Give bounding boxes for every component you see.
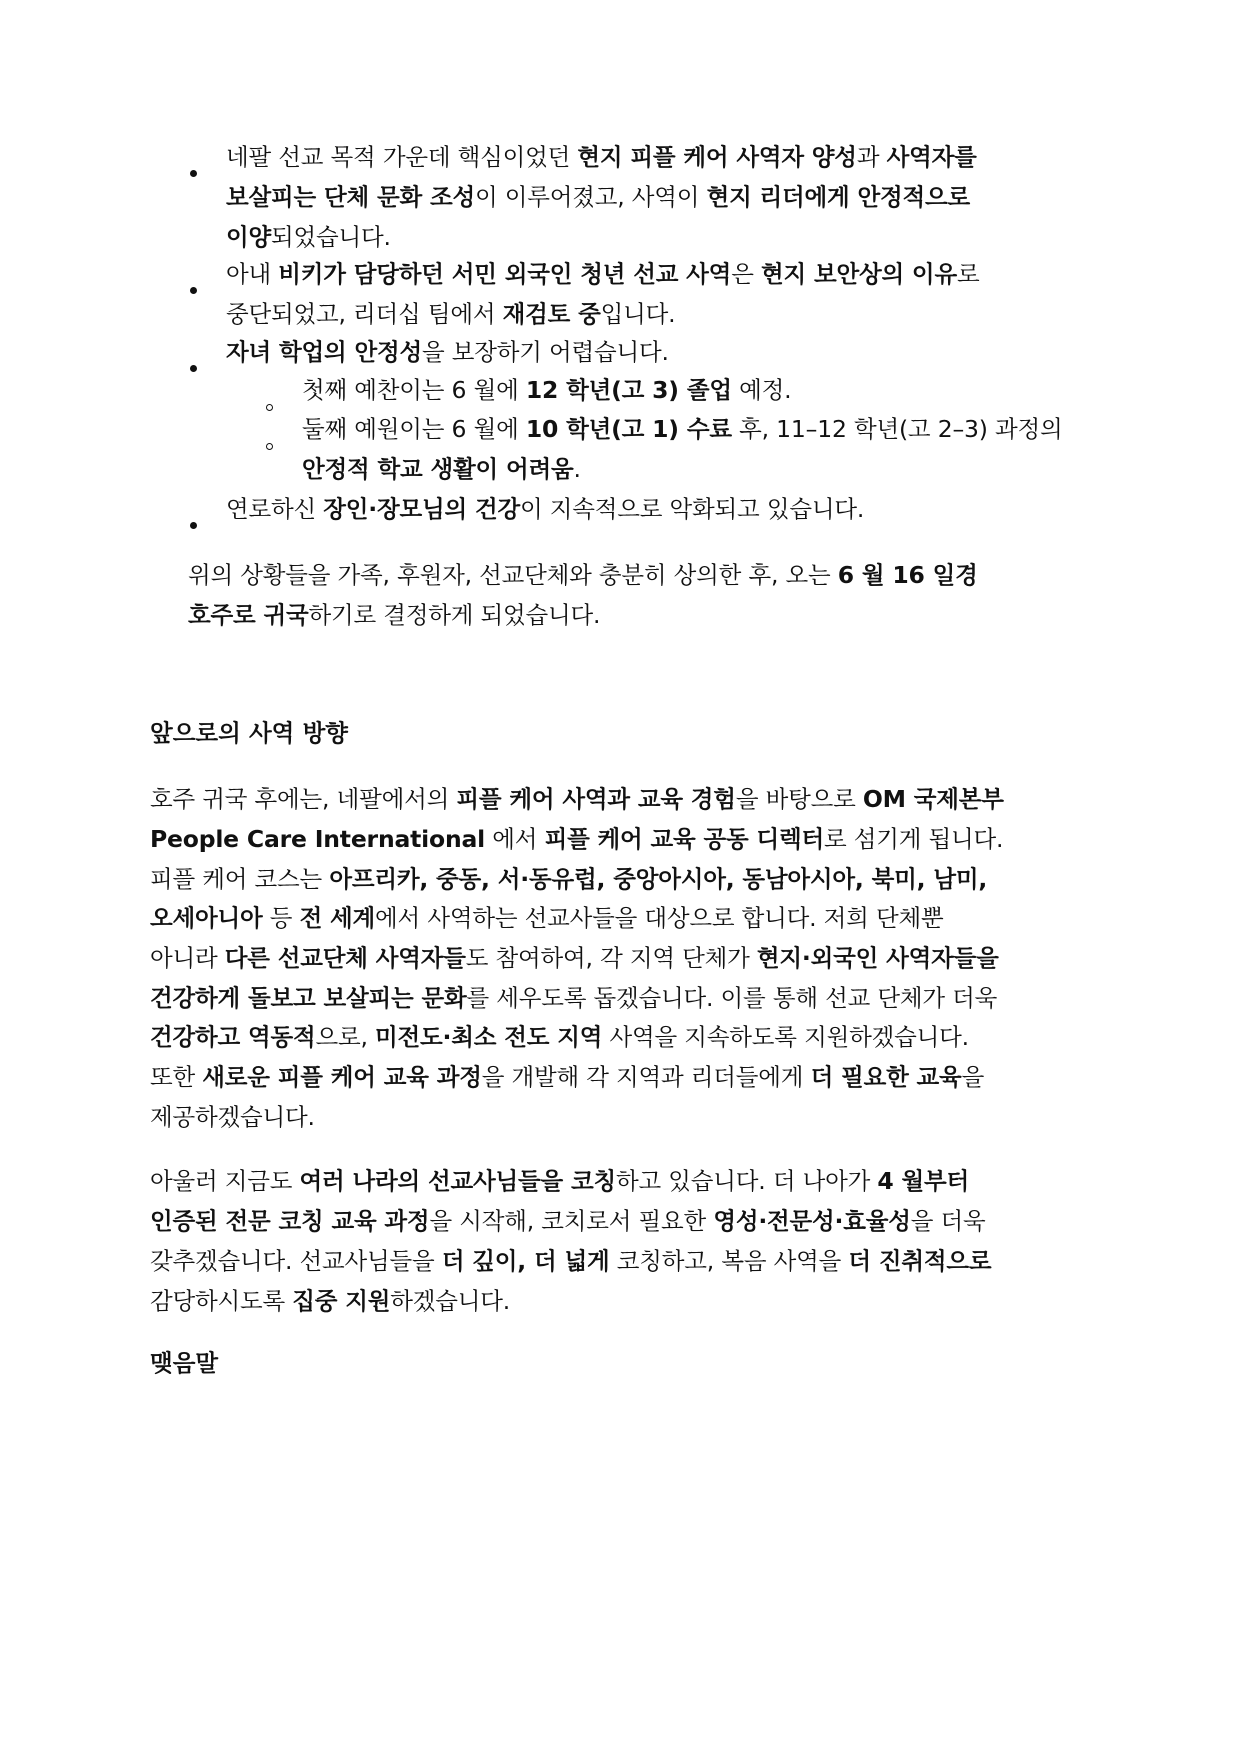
- bold-text-segment: 피플 케어 사역과 교육 경험: [456, 785, 736, 813]
- text-segment: 은: [731, 260, 761, 288]
- text-segment: 둘째 예원이는 6 월에: [302, 415, 526, 443]
- text-segment: 을 보장하기 어렵습니다.: [421, 338, 669, 366]
- text-segment: 을 더욱: [910, 1207, 986, 1235]
- text-segment: 로: [956, 260, 980, 288]
- text-segment: 등: [262, 904, 300, 932]
- text-segment: 으로,: [315, 1023, 376, 1051]
- text-segment: 을 개발해 각 지역과 리더들에게: [481, 1063, 811, 1091]
- ministry-paragraph-line-6: [150, 983, 997, 1013]
- text-segment: 연로하신: [226, 495, 324, 523]
- text-segment: 또한: [150, 1063, 203, 1091]
- text-segment: 로 섬기게 됩니다.: [824, 825, 1004, 853]
- coaching-paragraph-line-4: [150, 1286, 510, 1316]
- text-segment: 아울러 지금도: [150, 1167, 300, 1195]
- text-segment: 갖추겠습니다. 선교사님들을: [150, 1247, 442, 1275]
- bold-text-segment: 미전도·최소 전도 지역: [375, 1023, 603, 1051]
- bold-text-segment: 더 필요한 교육: [810, 1063, 962, 1091]
- bold-text-segment: 현지 보안상의 이유: [760, 260, 957, 288]
- bold-text-segment: 현지·외국인 사역자들을: [756, 944, 999, 972]
- text-segment: 하기로 결정하게 되었습니다.: [308, 601, 601, 629]
- bold-text-segment: 인증된 전문 코칭 교육 과정: [150, 1207, 430, 1235]
- bold-text-segment: 6 월 16 일경: [837, 561, 978, 589]
- text-segment: 하고 있습니다. 더 나아가: [616, 1167, 878, 1195]
- bullet-marker: [190, 522, 197, 529]
- bold-text-segment: 현지 피플 케어 사역자 양성: [577, 143, 857, 171]
- text-segment: 후, 11–12 학년(고 2–3) 과정의: [731, 415, 1063, 443]
- text-segment: 코칭하고, 복음 사역을: [609, 1247, 849, 1275]
- ministry-paragraph-line-4: [150, 903, 943, 933]
- section-heading-ministry-direction: 앞으로의 사역 방향: [150, 719, 348, 747]
- coaching-paragraph-line-3: [150, 1246, 991, 1276]
- sub-bullet-marker: [266, 443, 273, 450]
- text-segment: 입니다.: [600, 300, 676, 328]
- bold-text-segment: 비키가 담당하던 서민 외국인 청년 선교 사역: [278, 260, 732, 288]
- text-segment: 네팔 선교 목적 가운데 핵심이었던: [226, 143, 578, 171]
- bold-text-segment: 장인·장모님의 건강: [323, 495, 520, 523]
- bold-text-segment: 새로운 피플 케어 교육 과정: [202, 1063, 482, 1091]
- bold-text-segment: 피플 케어 교육 공동 디렉터: [544, 825, 825, 853]
- bold-text-segment: 건강하게 돌보고 보살피는 문화: [150, 984, 467, 1012]
- text-segment: 을 바탕으로: [735, 785, 863, 813]
- sub-bullet-1-line-1: [302, 375, 791, 405]
- bold-text-segment: 재검토 중: [502, 300, 601, 328]
- ministry-paragraph-line-9: [150, 1102, 315, 1132]
- text-segment: 과: [856, 143, 887, 171]
- bullet-marker: [190, 287, 197, 294]
- text-segment: 위의 상황들을 가족, 후원자, 선교단체와 충분히 상의한 후, 오는: [188, 561, 838, 589]
- text-segment: 첫째 예찬이는 6 월에: [302, 376, 526, 404]
- sub-bullet-2-line-2: [302, 454, 581, 484]
- text-segment: 호주 귀국 후에는, 네팔에서의: [150, 785, 457, 813]
- bold-text-segment: 다른 선교단체 사역자들: [224, 944, 466, 972]
- ministry-paragraph-line-7: [150, 1022, 969, 1052]
- bullet-1-line-3: [226, 222, 391, 252]
- text-segment: 이 지속적으로 악화되고 있습니다.: [520, 495, 865, 523]
- decision-paragraph-line-2: [188, 600, 600, 630]
- text-segment: 을 시작해, 코치로서 필요한: [429, 1207, 714, 1235]
- bold-text-segment: 집중 지원: [292, 1287, 391, 1315]
- ministry-paragraph-line-3: [150, 864, 987, 894]
- bold-text-segment: 보살피는 단체 문화 조성: [226, 183, 475, 211]
- text-segment: 아내: [226, 260, 279, 288]
- bullet-4-line-1: [226, 494, 864, 524]
- bold-text-segment: 10 학년(고 1) 수료: [525, 415, 732, 443]
- bold-text-segment: 전 세계: [299, 904, 376, 932]
- text-segment: 되었습니다.: [271, 223, 391, 251]
- ministry-paragraph-line-5: [150, 943, 999, 973]
- ministry-paragraph-line-2: [150, 824, 1003, 854]
- bullet-2-line-1: [226, 259, 979, 289]
- bullet-marker: [190, 170, 197, 177]
- ministry-paragraph-line-8: [150, 1062, 984, 1092]
- coaching-paragraph-line-1: [150, 1166, 969, 1196]
- coaching-paragraph-line-2: [150, 1206, 986, 1236]
- bold-text-segment: 안정적 학교 생활이 어려움: [302, 455, 574, 483]
- bold-text-segment: 여러 나라의 선교사님들을 코칭: [299, 1167, 617, 1195]
- bold-text-segment: 12 학년(고 3) 졸업: [525, 376, 732, 404]
- bullet-1-line-2: [226, 182, 970, 212]
- bold-text-segment: 아프리카, 중동, 서·동유럽, 중앙아시아, 동남아시아, 북미, 남미,: [329, 865, 988, 893]
- sub-bullet-marker: [266, 404, 273, 411]
- text-segment: 하겠습니다.: [390, 1287, 511, 1315]
- text-segment: 도 참여하여, 각 지역 단체가: [465, 944, 757, 972]
- bullet-marker: [190, 365, 197, 372]
- text-segment: 를 세우도록 돕겠습니다. 이를 통해 선교 단체가 더욱: [466, 984, 998, 1012]
- ministry-paragraph-line-1: [150, 784, 1004, 814]
- bold-text-segment: 오세아니아: [150, 904, 263, 932]
- bold-text-segment: 이양: [226, 223, 272, 251]
- text-segment: 에서: [485, 825, 545, 853]
- text-segment: 중단되었고, 리더십 팀에서: [226, 300, 503, 328]
- text-segment: 피플 케어 코스는: [150, 865, 330, 893]
- text-segment: 에서 사역하는 선교사들을 대상으로 합니다. 저희 단체뿐: [375, 904, 944, 932]
- text-segment: 감당하시도록: [150, 1287, 293, 1315]
- bold-text-segment: 더 진취적으로: [848, 1247, 992, 1275]
- bullet-3-line-1: [226, 337, 669, 367]
- bold-text-segment: 4 월부터: [877, 1167, 970, 1195]
- bold-text-segment: 사역자를: [886, 143, 977, 171]
- text-segment: .: [573, 455, 581, 483]
- text-segment: 예정.: [731, 376, 792, 404]
- bold-text-segment: OM 국제본부: [862, 785, 1004, 813]
- bullet-1-line-1: [226, 142, 977, 172]
- bold-text-segment: 더 깊이, 더 넓게: [441, 1247, 610, 1275]
- bold-text-segment: 현지 리더에게 안정적으로: [706, 183, 971, 211]
- bold-text-segment: 자녀 학업의 안정성: [226, 338, 422, 366]
- bullet-2-line-2: [226, 299, 675, 329]
- decision-paragraph-line-1: [188, 560, 978, 590]
- bold-text-segment: 건강하고 역동적: [150, 1023, 316, 1051]
- section-heading-closing: 맺음말: [150, 1349, 219, 1377]
- sub-bullet-2-line-1: [302, 414, 1063, 444]
- text-segment: 이 이루어졌고, 사역이: [474, 183, 707, 211]
- text-segment: 아니라: [150, 944, 225, 972]
- bold-text-segment: 호주로 귀국: [188, 601, 309, 629]
- bold-text-segment: 영성·전문성·효율성: [713, 1207, 911, 1235]
- bold-text-segment: People Care International: [150, 825, 486, 853]
- text-segment: 을: [961, 1063, 985, 1091]
- text-segment: 제공하겠습니다.: [150, 1103, 315, 1131]
- text-segment: 사역을 지속하도록 지원하겠습니다.: [602, 1023, 969, 1051]
